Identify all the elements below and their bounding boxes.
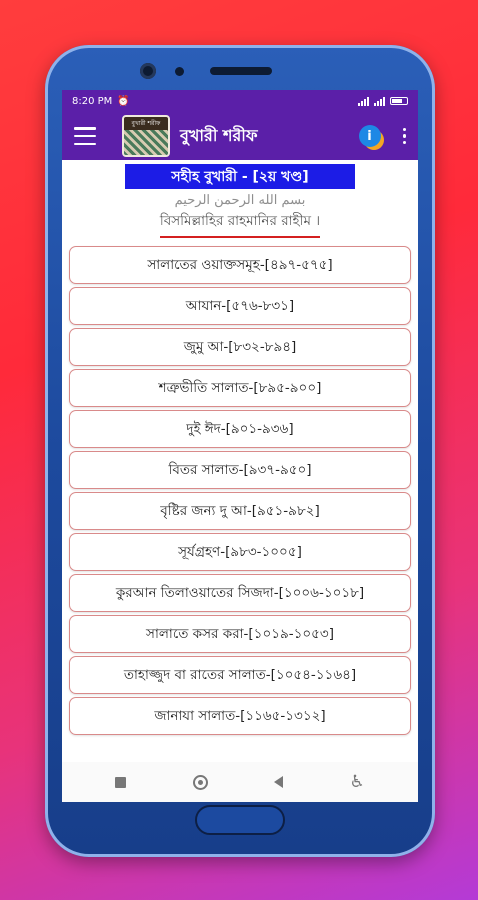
proximity-sensor bbox=[175, 67, 184, 76]
recents-icon[interactable] bbox=[115, 777, 126, 788]
accessibility-icon[interactable]: ♿ bbox=[349, 771, 365, 792]
arabic-bismillah: بسم الله الرحمن الرحيم bbox=[174, 193, 306, 208]
app-screen bbox=[62, 90, 418, 802]
chapter-item-two-eids[interactable]: দুই ঈদ-[৯০১-৯৩৬] bbox=[69, 410, 411, 448]
chapter-item-janazah[interactable]: জানাযা সালাত-[১১৬৫-১৩১২] bbox=[69, 697, 411, 735]
alarm-off-icon: ⏰ bbox=[117, 95, 130, 107]
app-logo-text: বুখারী শরীফ bbox=[124, 117, 168, 130]
signal-icon-2 bbox=[374, 97, 385, 106]
menu-icon[interactable] bbox=[74, 127, 96, 145]
chapter-item-fear-prayer[interactable]: শত্রুভীতি সালাত-[৮৯৫-৯০০] bbox=[69, 369, 411, 407]
volume-title: সহীহ বুখারী - [২য় খণ্ড] bbox=[125, 164, 355, 189]
chapter-item-witr[interactable]: বিতর সালাত-[৯৩৭-৯৫০] bbox=[69, 451, 411, 489]
chapter-item-quran-sajda[interactable]: কুরআন তিলাওয়াতের সিজদা-[১০০৬-১০১৮] bbox=[69, 574, 411, 612]
status-time: 8:20 PM bbox=[72, 95, 113, 107]
signal-icon bbox=[358, 97, 369, 106]
chapter-item-salat-times[interactable]: সালাতের ওয়াক্তসমূহ-[৪৯৭-৫৭৫] bbox=[69, 246, 411, 284]
bismillah-text: বিসমিল্লাহির রাহমানির রাহীম । bbox=[160, 210, 320, 238]
front-camera bbox=[140, 63, 156, 79]
home-button[interactable] bbox=[195, 805, 285, 835]
overflow-menu-icon[interactable] bbox=[403, 128, 407, 145]
system-nav-bar bbox=[62, 762, 418, 802]
status-bar bbox=[62, 90, 418, 112]
battery-icon bbox=[390, 97, 408, 105]
chapter-item-tahajjud[interactable]: তাহাজ্জুদ বা রাতের সালাত-[১০৫৪-১১৬৪] bbox=[69, 656, 411, 694]
app-logo-art bbox=[124, 130, 168, 155]
info-icon[interactable]: i bbox=[359, 125, 381, 147]
chapter-item-eclipse[interactable]: সূর্যগ্রহণ-[৯৮৩-১০০৫] bbox=[69, 533, 411, 571]
main-content bbox=[62, 164, 418, 735]
app-title: বুখারী শরীফ bbox=[180, 125, 258, 145]
chapter-item-rain-prayer[interactable]: বৃষ্টির জন্য দু আ-[৯৫১-৯৮২] bbox=[69, 492, 411, 530]
back-icon[interactable] bbox=[274, 776, 283, 788]
earpiece-speaker bbox=[210, 67, 272, 75]
home-icon[interactable] bbox=[193, 775, 208, 790]
app-logo bbox=[122, 115, 170, 157]
app-bar bbox=[62, 112, 418, 160]
chapter-item-azan[interactable]: আযান-[৫৭৬-৮৩১] bbox=[69, 287, 411, 325]
chapter-list bbox=[66, 246, 414, 735]
chapter-item-qasr[interactable]: সালাতে কসর করা-[১০১৯-১০৫৩] bbox=[69, 615, 411, 653]
chapter-item-jumuah[interactable]: জুমু আ-[৮৩২-৮৯৪] bbox=[69, 328, 411, 366]
